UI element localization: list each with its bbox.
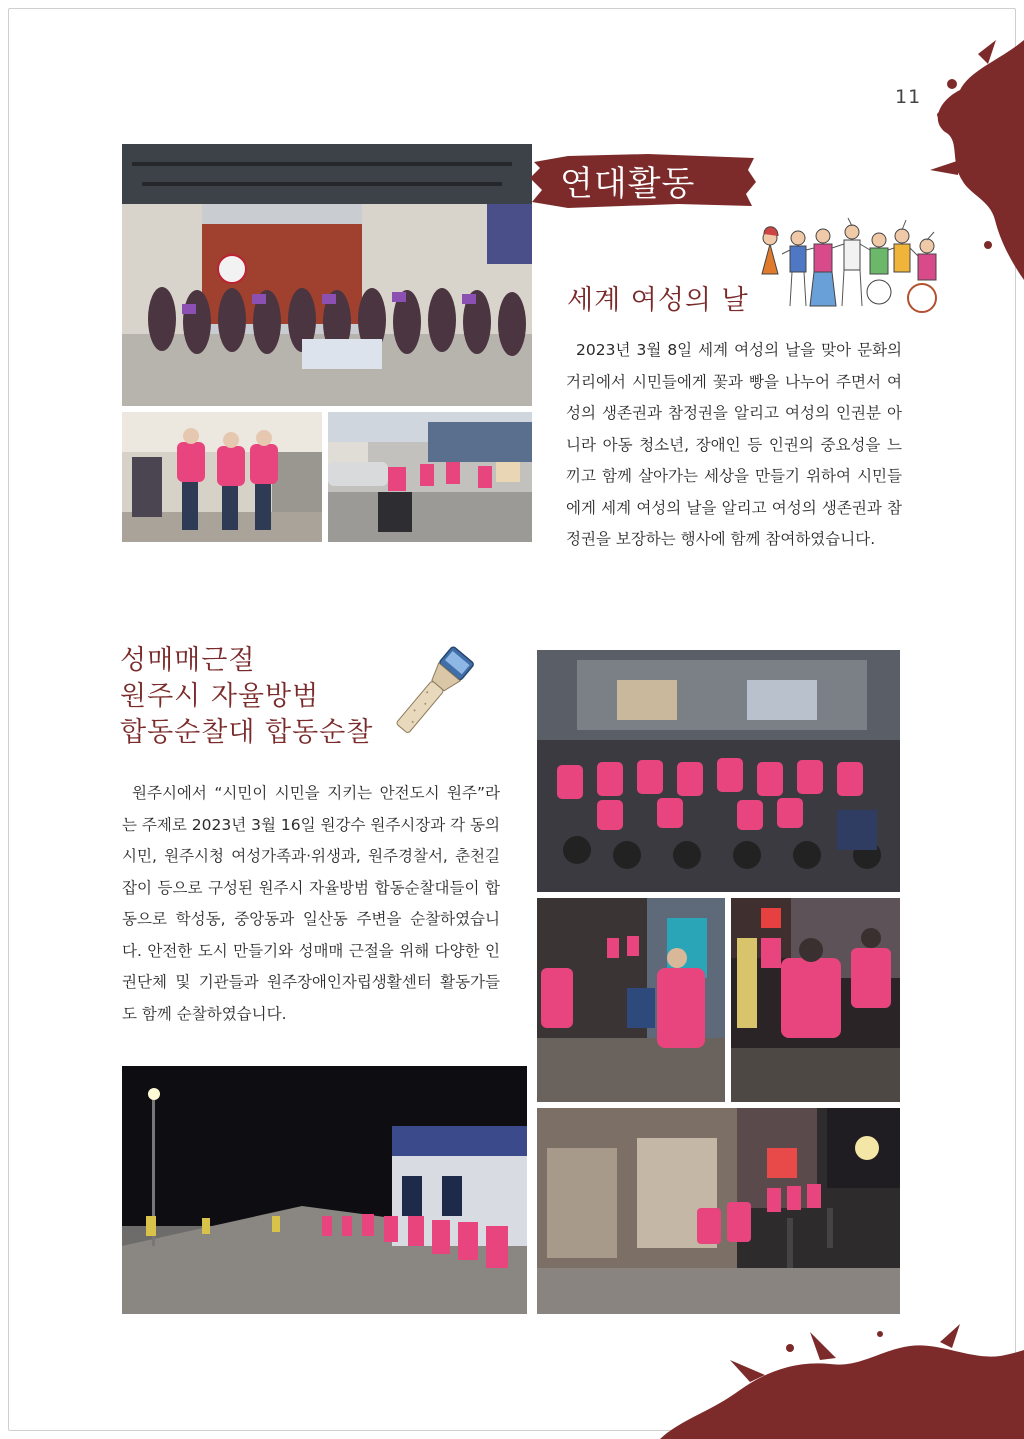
flashlight-icon — [380, 642, 480, 742]
page-number: 11 — [895, 86, 922, 108]
body-text-women-day: 2023년 3월 8일 세계 여성의 날을 맞아 문화의 거리에서 시민들에게 꽃과 빵을 나누어 주면서 여성의 생존권과 참정권을 알리고 여성의 인권분 아니라 아동 청소년, 장애인 등 인권의 중요성을 느끼고 함께 살아가는 세상을 만들기 위하여 시민들에게 세계 여성의 날을 알리고 여성의 생존권과 참정권을 보장하는 행사에 함께 참여하였습니다. — [566, 341, 902, 548]
three-volunteers-photo — [122, 412, 322, 542]
patrol-title-line-2: 원주시 자율방범 — [120, 681, 320, 712]
banner-label: 연대활동 — [560, 164, 696, 204]
women-group-illustration — [752, 214, 948, 318]
section-title-women-day: 세계 여성의 날 — [567, 285, 749, 316]
night-pink-vest-photo — [731, 898, 900, 1102]
body-text-patrol: 원주시에서 “시민이 시민을 지키는 안전도시 원주”라는 주제로 2023년 3월 16일 원강수 원주시장과 각 동의 시민, 원주시청 여성가족과·위생과, 원주경찰서, 춘천길잡이 등으로 구성된 원주시 자율방범 합동순찰대들이 합동으로 학성동, 중앙동과 일산동 주변을 순찰하였습니다. 안전한 도시 만들기와 성매매 근절을 위해 다양한 인권단체 및 기관들과 원주장애인자립생활센터 활동가들도 함께 순찰하였습니다. — [122, 784, 500, 1023]
patrol-title-line-1: 성매매근절 — [120, 645, 256, 676]
night-street-patrol-photo — [537, 898, 725, 1102]
street-march-photo — [328, 412, 532, 542]
night-lineup-photo — [122, 1066, 527, 1314]
paint-splash-bottom — [640, 1320, 1024, 1439]
group-photo-stage — [122, 144, 532, 406]
night-shop-street-photo — [537, 1108, 900, 1314]
night-group-photo — [537, 650, 900, 892]
patrol-title-line-3: 합동순찰대 합동순찰 — [120, 717, 374, 748]
